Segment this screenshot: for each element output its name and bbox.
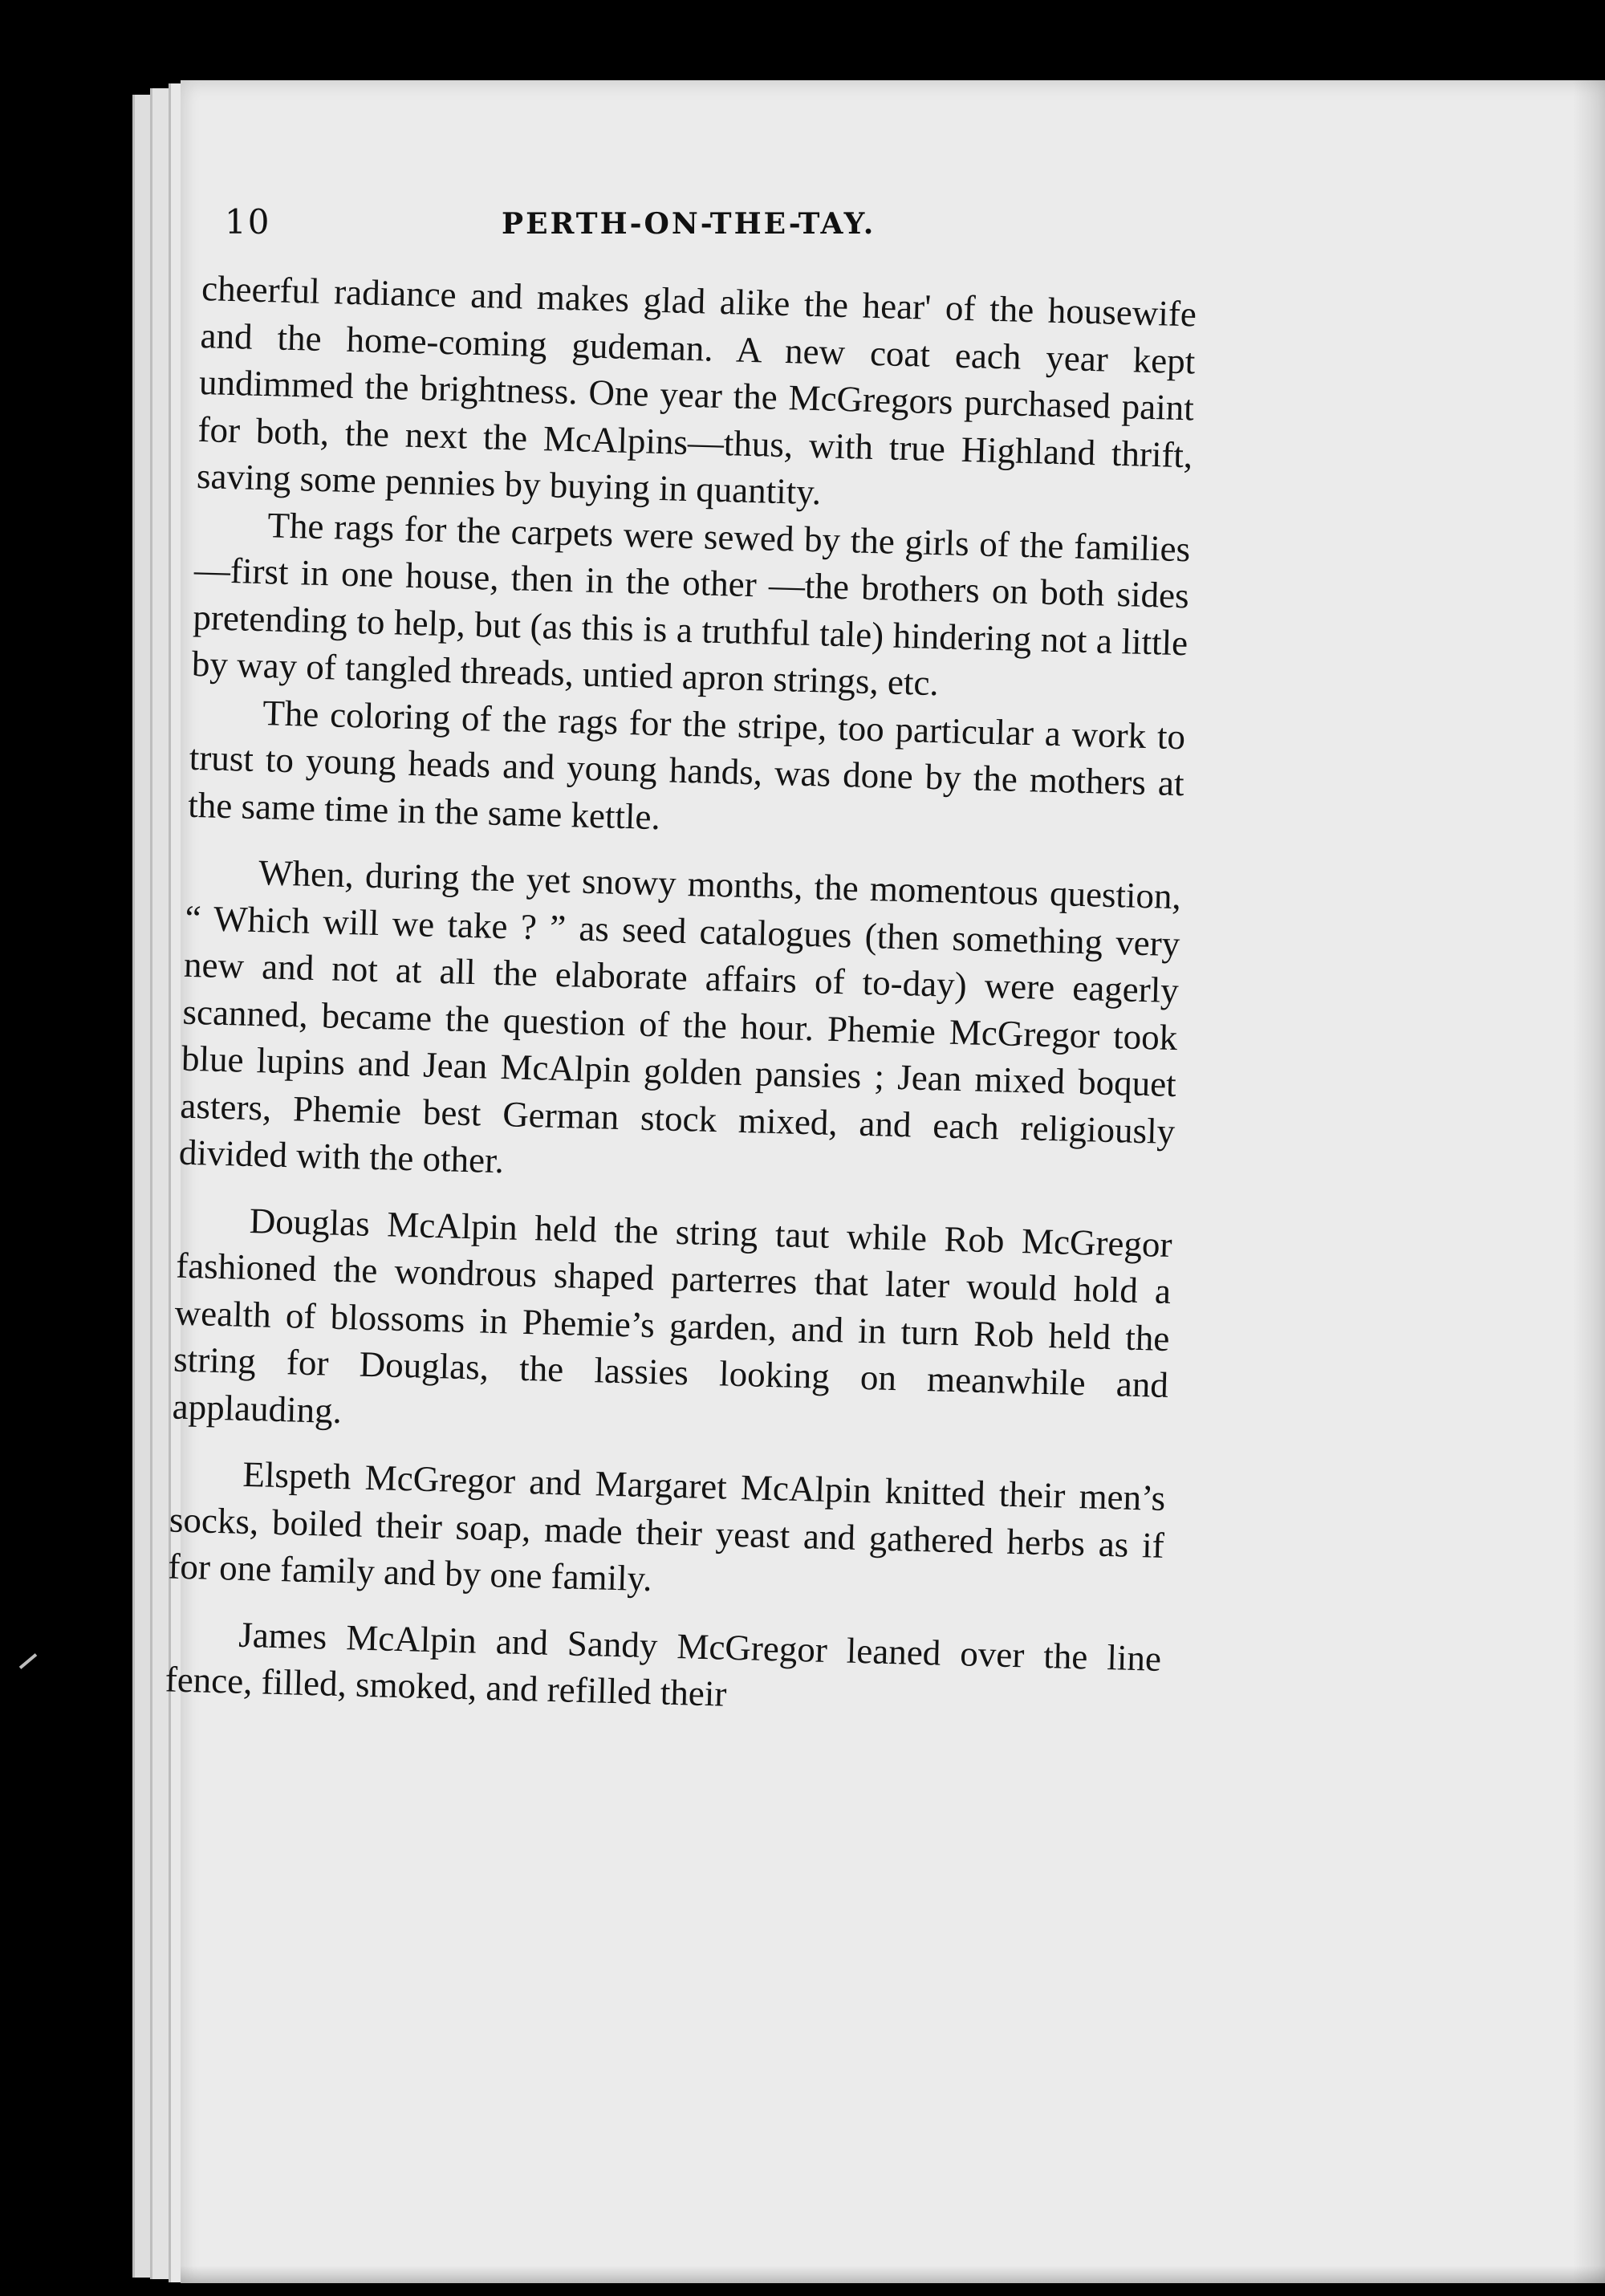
paragraph: cheerful radiance and makes glad alike the hear' of the housewife and the home-coming gudeman. A new coat each year kept undimmed the brightness. One year the McGregors purchased paint for both, the next the McAlpins—thus, with true Highland thrift, saving some pennies by buying in quantity. (196, 267, 1197, 513)
page-bottom-shadow (181, 2266, 1605, 2283)
paragraph: James McAlpin and Sandy McGregor leaned over the line fence, filled, smoked, and refilled their (165, 1614, 1162, 1714)
running-head (225, 202, 1172, 258)
paragraph: The rags for the carpets were sewed by the girls of the families—first in one house, then in the other —the brothers on both sides pretending to help, but (as this is a truthful tale) hindering not a little by way of tangled threads, untied apron strings, etc. (191, 504, 1191, 704)
paragraph: Elspeth McGregor and Margaret McAlpin knitted their men’s socks, boiled their soap, made their yeast and gathered herbs as if for one family and by one family. (167, 1453, 1166, 1599)
running-title: PERTH-ON-THE-TAY. (502, 207, 876, 241)
paragraph: The coloring of the rags for the stripe, too particular a work to trust to young heads and young hands, was done by the mothers at the same time in the same kettle. (187, 692, 1186, 837)
page-edge-shadow (1573, 80, 1605, 2283)
paragraph: Douglas McAlpin held the string taut while Rob McGregor fashioned the wondrous shaped parterres that later would hold a wealth of blossoms in Phemie’s garden, and in turn Rob held the string for Douglas, the lassies looking on meanwhile and applauding. (172, 1200, 1173, 1431)
paragraph: When, during the yet snowy months, the momentous question, “ Which will we take ? ” as seed catalogues (then something very new and not at all the elaborate affairs of to-day) were eagerly scanned, became the question of the hour. Phemie McGregor took blue lupins and Jean McAlpin golden pansies ; Jean mixed boquet asters, Phemie best German stock mixed, and each religiously divided with the other. (178, 852, 1182, 1181)
margin-mark (19, 1653, 37, 1669)
body-text (165, 265, 1197, 1729)
page-number: 10 (225, 202, 271, 242)
